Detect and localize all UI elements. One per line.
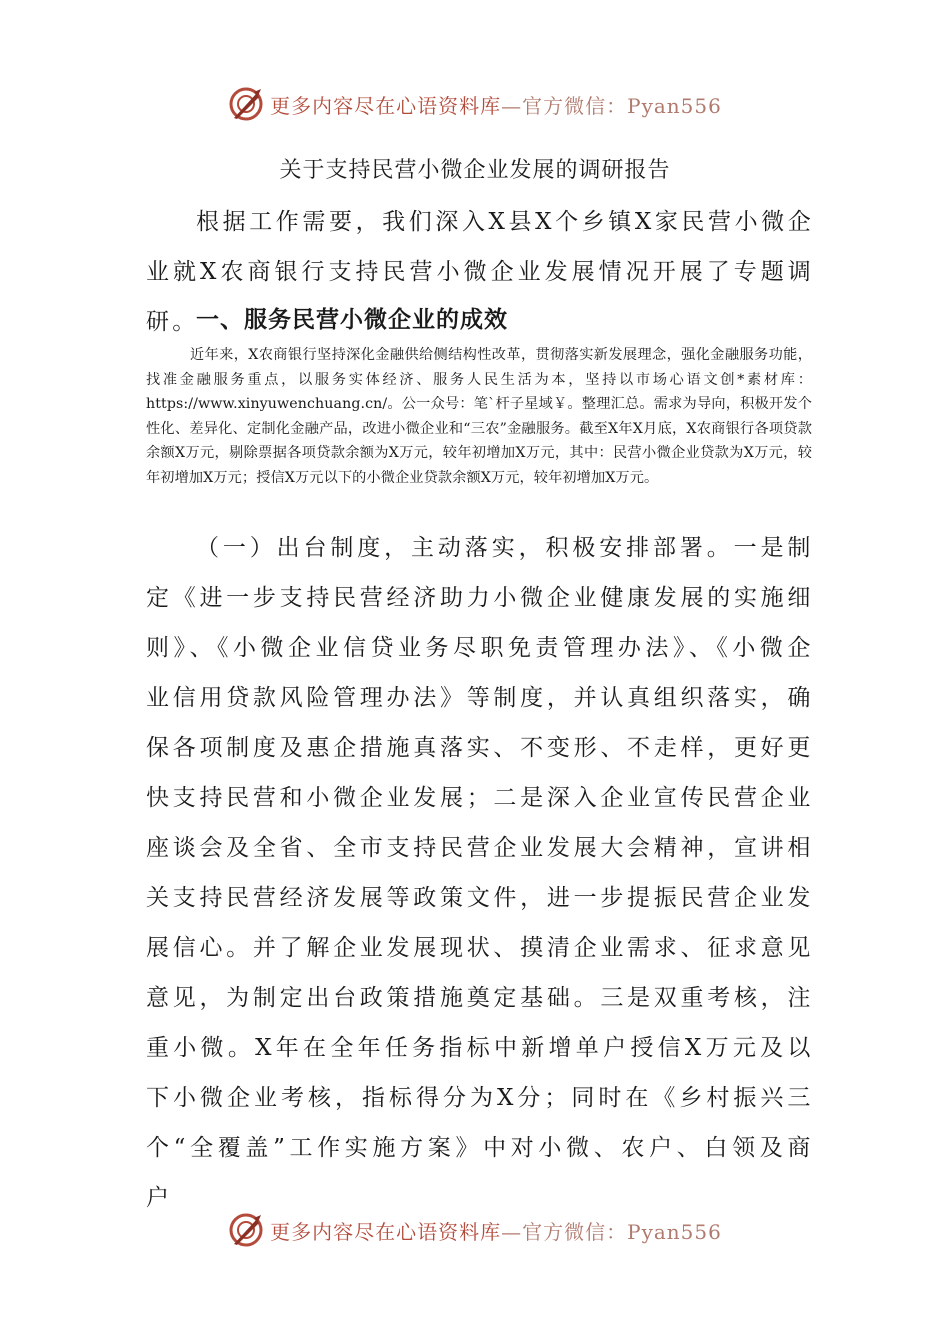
banner-text <box>270 1216 722 1245</box>
quill-logo-icon <box>228 86 264 122</box>
document-title: 关于支持民营小微企业发展的调研报告 <box>279 158 671 183</box>
header-watermark-banner <box>0 84 950 124</box>
footer-watermark-banner <box>0 1210 950 1250</box>
intro-paragraph: 根据工作需要，我们深入X县X个乡镇X家民营小微企业就X农商银行支持民营小微企业发展情况开展了专题调研。 <box>146 209 814 335</box>
banner-contact: 官方微信：Pyan556 <box>522 1219 722 1244</box>
banner-text <box>270 90 722 119</box>
subsection-paragraph: （一）出台制度，主动落实，积极安排部署。一是制定《进一步支持民营经济助力小微企业健康发展的实施细则》、《小微企业信贷业务尽职免责管理办法》、《小微企业信用贷款风险管理办法》等制度，并认真组织落实，确保各项制度及惠企措施真落实、不变形、不走样，更好更快支持民营和小微企业发展；二是深入企业宣传民营企业座谈会及全省、全市支持民营企业发展大会精神，宣讲相关支持民营经济发展等政策文件，进一步提振民营企业发展信心。并了解企业发展现状、摸清企业需求、征求意见意见，为制定出台政策措施奠定基础。三是双重考核，注重小微。X年在全年任务指标中新增单户授信X万元及以下小微企业考核，指标得分为X分；同时在《乡村振兴三个“全覆盖”工作实施方案》中对小微、农户、白领及商户 <box>146 535 814 1211</box>
section-heading: 一、服务民营小微企业的成效 <box>196 307 508 333</box>
banner-dash: — <box>501 1219 523 1244</box>
banner-dash: — <box>501 93 523 118</box>
section-body-paragraph: 近年来，X农商银行坚持深化金融供给侧结构性改革，贯彻落实新发展理念，强化金融服务功能，找准金融服务重点，以服务实体经济、服务人民生活为本，坚持以市场心语文创*素材库：https://www.xinyuwenchuang.cn/。公一众号：笔`杆子星域￥。整理汇总。需求为导向，积极开发个性化、差异化、定制化金融产品，改进小微企业和“三农”金融服务。截至X年X月底，X农商银行各项贷款余额X万元，剔除票据各项贷款余额为X万元，较年初增加X万元，其中：民营小微企业贷款为X万元，较年初增加X万元；授信X万元以下的小微企业贷款余额X万元，较年初增加X万元。 <box>146 347 812 486</box>
banner-brand: 更多内容尽在心语资料库 <box>270 93 502 118</box>
banner-brand: 更多内容尽在心语资料库 <box>270 1219 502 1244</box>
quill-logo-icon <box>228 1212 264 1248</box>
banner-contact: 官方微信：Pyan556 <box>522 93 722 118</box>
